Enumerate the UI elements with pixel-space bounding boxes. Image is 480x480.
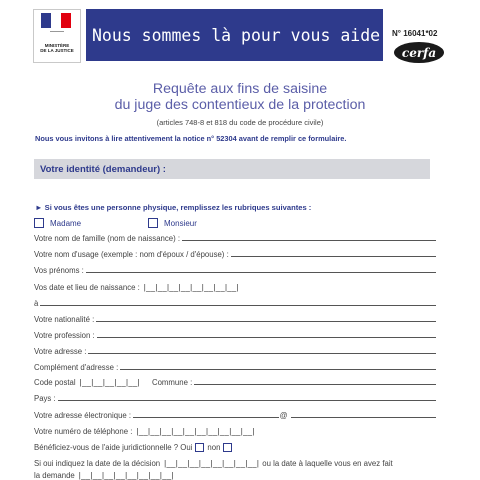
profession-row	[34, 331, 436, 340]
commune-label: Commune :	[151, 378, 193, 387]
form-title-line2: du juge des contentieux de la protection	[114, 97, 366, 113]
form-subtitle: (articles 748-8 et 818 du code de procédure civile)	[156, 118, 324, 127]
cerfa-logo: cerfa	[394, 42, 444, 63]
monsieur-option[interactable]	[148, 218, 197, 228]
notice-text: Nous vous invitons à lire attentivement la notice n° 52304 avant de remplir ce formulaire.	[35, 134, 347, 143]
madame-label: Madame	[50, 218, 82, 228]
adresse-field[interactable]	[88, 352, 436, 354]
pays-label: Pays :	[34, 394, 56, 403]
madame-option[interactable]	[34, 218, 81, 228]
ministry-name: MINISTÈRE DE LA JUSTICE	[40, 43, 74, 53]
nationalite-field[interactable]	[96, 320, 436, 322]
telephone-label: Votre numéro de téléphone :	[34, 427, 133, 436]
demande-date-field[interactable]: |__|__|__|__|__|__|__|__|	[78, 471, 174, 480]
telephone-row	[34, 427, 436, 436]
email-domain-field[interactable]	[291, 416, 437, 418]
demande-row	[34, 471, 436, 480]
adresse-row	[34, 347, 436, 356]
adresse-label: Votre adresse :	[34, 347, 87, 356]
section-title: Votre identité (demandeur) :	[40, 163, 166, 175]
profession-label: Votre profession :	[34, 331, 95, 340]
nom-famille-field[interactable]	[182, 239, 436, 241]
nom-famille-row	[34, 234, 436, 243]
code-postal-field[interactable]: |__|__|__|__|__|	[79, 378, 140, 387]
prenoms-label: Vos prénoms :	[34, 266, 84, 275]
profession-field[interactable]	[97, 336, 436, 338]
banner-text: Nous sommes là pour vous aider	[92, 25, 391, 45]
email-row	[34, 411, 436, 420]
decision-tail: ou la date à laquelle vous en avez fait	[262, 459, 393, 468]
commune-field[interactable]	[194, 383, 436, 385]
nationalite-label: Votre nationalité :	[34, 315, 95, 324]
monsieur-label: Monsieur	[164, 218, 197, 228]
decision-date-field[interactable]: |__|__|__|__|__|__|__|__|	[164, 459, 260, 468]
nom-usage-field[interactable]	[231, 255, 436, 257]
cerfa-number: N° 16041*02	[392, 29, 438, 38]
form-title-line1: Requête aux fins de saisine	[152, 81, 328, 97]
prenoms-row	[34, 266, 436, 275]
nom-usage-label: Votre nom d'usage (exemple : nom d'époux / d'épouse) :	[34, 250, 229, 259]
complement-field[interactable]	[120, 368, 436, 370]
monsieur-checkbox[interactable]	[148, 218, 158, 228]
instruction-text: ► Si vous êtes une personne physique, remplissez les rubriques suivantes :	[35, 203, 312, 212]
lieu-field[interactable]	[40, 304, 436, 306]
aide-row	[34, 443, 436, 452]
nationalite-row	[34, 315, 436, 324]
naissance-row	[34, 283, 436, 292]
header-banner	[86, 9, 391, 61]
telephone-field[interactable]: |__|__|__|__|__|__|__|__|__|__|	[136, 427, 255, 436]
decision-label: Si oui indiquez la date de la décision	[34, 459, 161, 468]
code-postal-label: Code postal	[34, 378, 76, 387]
aide-label: Bénéficiez-vous de l'aide juridictionnelle ? Oui	[34, 443, 193, 452]
aide-non-label: non	[207, 443, 221, 452]
prenoms-field[interactable]	[86, 271, 436, 273]
naissance-date-field[interactable]: |__|__|__|__|__|__|__|__|	[143, 283, 239, 292]
french-flag-icon	[41, 13, 71, 28]
demande-label: la demande	[34, 471, 75, 480]
email-label: Votre adresse électronique :	[34, 411, 132, 420]
pays-row	[34, 394, 436, 403]
at-sign: @	[279, 411, 288, 420]
complement-label: Complément d'adresse :	[34, 363, 119, 372]
pays-field[interactable]	[58, 399, 436, 401]
nom-famille-label: Votre nom de famille (nom de naissance) :	[34, 234, 181, 243]
lieu-row	[34, 299, 436, 308]
nom-usage-row	[34, 250, 436, 259]
code-postal-row	[34, 378, 436, 387]
complement-row	[34, 363, 436, 372]
aide-non-checkbox[interactable]	[223, 443, 232, 452]
lieu-label: à	[34, 299, 39, 308]
logo-motto: ▬▬▬▬▬▬▬	[50, 31, 64, 33]
aide-oui-checkbox[interactable]	[195, 443, 204, 452]
decision-row	[34, 459, 436, 468]
madame-checkbox[interactable]	[34, 218, 44, 228]
section-header	[34, 159, 430, 179]
naissance-label: Vos date et lieu de naissance :	[34, 283, 140, 292]
republic-logo	[33, 9, 81, 63]
email-user-field[interactable]	[133, 416, 279, 418]
